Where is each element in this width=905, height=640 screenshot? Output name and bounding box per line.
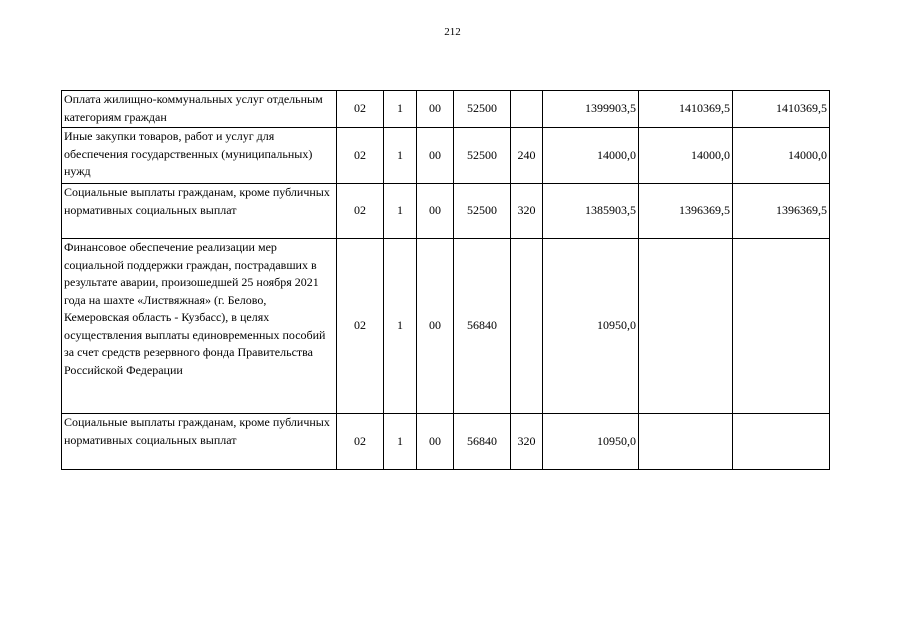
program-code: 00 <box>417 128 454 184</box>
subsection-code: 1 <box>384 414 417 470</box>
expense-type-code: 320 <box>511 184 543 239</box>
program-code: 00 <box>417 91 454 128</box>
row-name: Финансовое обеспечение реализации мер социальной поддержки граждан, пострадавших в результате аварии, произошедшей 25 ноября 2021 года на шахте «Листвяжная» (г. Белово, Кемеровская область - Кузбасс), в целях осуществления выплаты единовременных пособий за счет средств резервного фонда Правительства Российской Федерации <box>62 239 337 414</box>
section-code: 02 <box>337 239 384 414</box>
row-name: Социальные выплаты гражданам, кроме публичных нормативных социальных выплат <box>62 414 337 470</box>
table-row <box>62 128 830 184</box>
row-name: Оплата жилищно-коммунальных услуг отдельным категориям граждан <box>62 91 337 128</box>
amount-2: 1410369,5 <box>639 91 733 128</box>
row-name: Иные закупки товаров, работ и услуг для обеспечения государственных (муниципальных) нужд <box>62 128 337 184</box>
section-code: 02 <box>337 414 384 470</box>
amount-3: 1396369,5 <box>733 184 830 239</box>
expense-type-code <box>511 91 543 128</box>
expense-type-code: 240 <box>511 128 543 184</box>
amount-3 <box>733 414 830 470</box>
amount-1: 14000,0 <box>543 128 639 184</box>
target-article-code: 52500 <box>454 128 511 184</box>
amount-3: 14000,0 <box>733 128 830 184</box>
subsection-code: 1 <box>384 91 417 128</box>
amount-3 <box>733 239 830 414</box>
section-code: 02 <box>337 91 384 128</box>
section-code: 02 <box>337 184 384 239</box>
program-code: 00 <box>417 414 454 470</box>
subsection-code: 1 <box>384 239 417 414</box>
table-row <box>62 91 830 128</box>
program-code: 00 <box>417 239 454 414</box>
program-code: 00 <box>417 184 454 239</box>
row-name: Социальные выплаты гражданам, кроме публичных нормативных социальных выплат <box>62 184 337 239</box>
expense-type-code: 320 <box>511 414 543 470</box>
amount-1: 10950,0 <box>543 239 639 414</box>
amount-1: 10950,0 <box>543 414 639 470</box>
amount-3: 1410369,5 <box>733 91 830 128</box>
amount-2: 14000,0 <box>639 128 733 184</box>
amount-1: 1385903,5 <box>543 184 639 239</box>
subsection-code: 1 <box>384 128 417 184</box>
subsection-code: 1 <box>384 184 417 239</box>
table-row <box>62 239 830 414</box>
page-number: 212 <box>444 26 461 38</box>
amount-2 <box>639 414 733 470</box>
section-code: 02 <box>337 128 384 184</box>
target-article-code: 56840 <box>454 239 511 414</box>
amount-2: 1396369,5 <box>639 184 733 239</box>
table-row <box>62 184 830 239</box>
amount-2 <box>639 239 733 414</box>
table-row <box>62 414 830 470</box>
target-article-code: 52500 <box>454 184 511 239</box>
target-article-code: 56840 <box>454 414 511 470</box>
target-article-code: 52500 <box>454 91 511 128</box>
amount-1: 1399903,5 <box>543 91 639 128</box>
expense-type-code <box>511 239 543 414</box>
budget-table <box>61 90 830 470</box>
